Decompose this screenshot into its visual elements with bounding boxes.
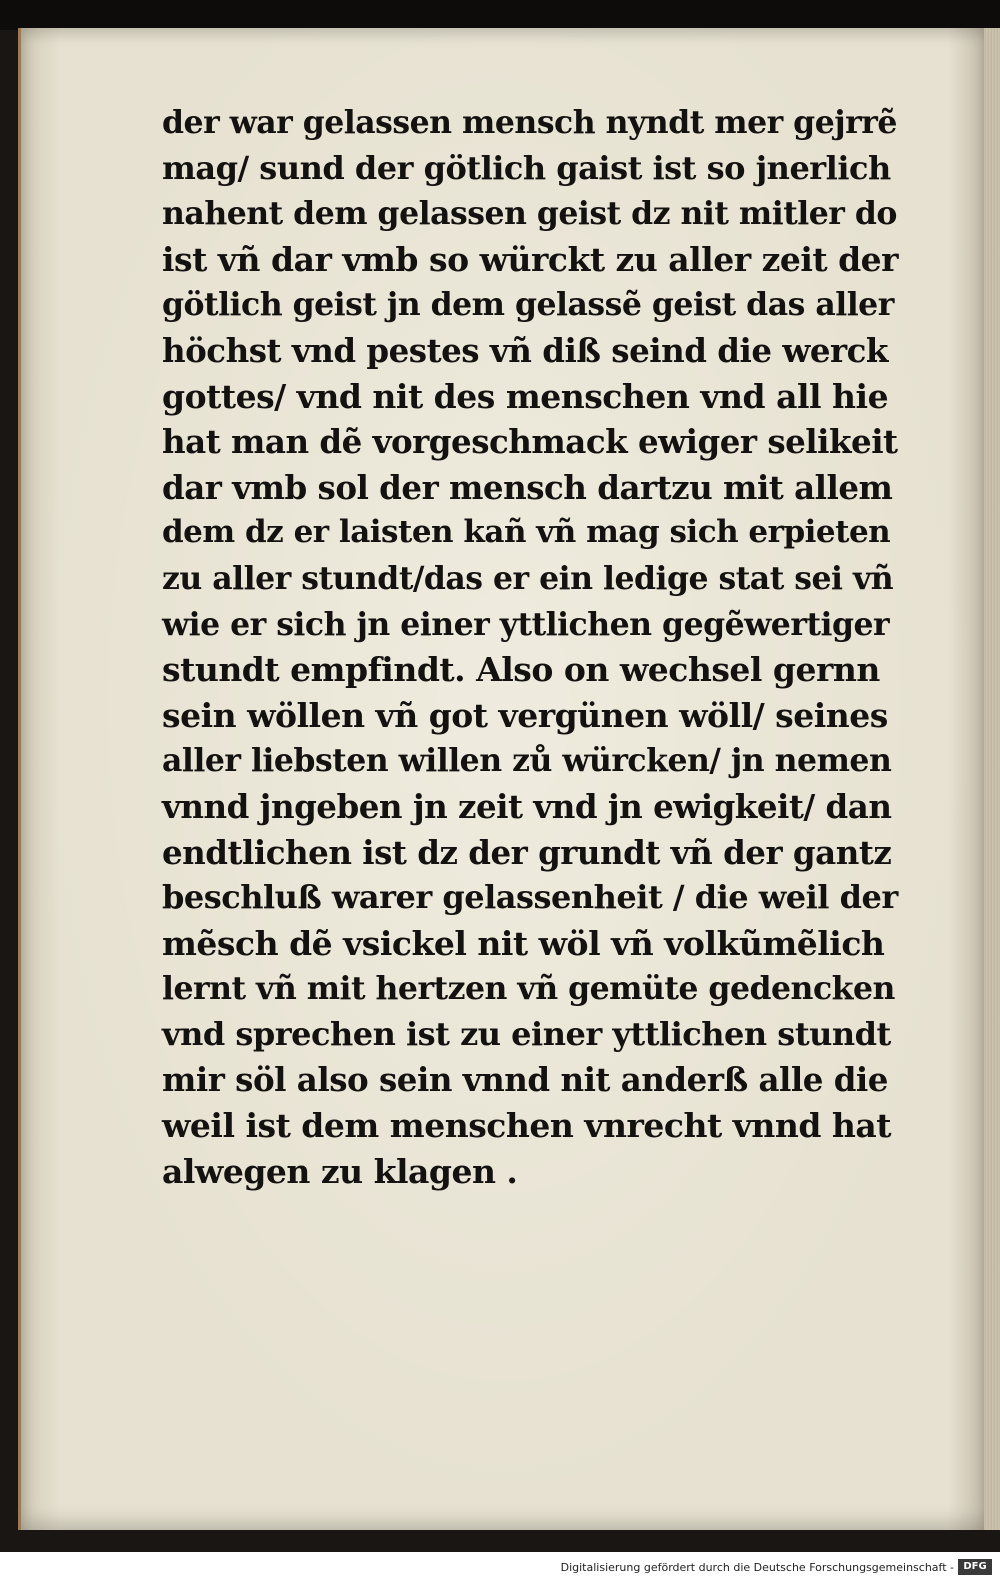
text-line: aller liebsten willen zů würcken/ jn nemen [162,742,892,780]
text-line: gottes/ vnd nit des menschen vnd all hie [162,376,889,416]
text-line: alwegen zu klagen . [162,1151,518,1191]
dfg-logo: DFG [958,1559,992,1575]
text-line: dem dz er laisten kañ vñ mag sich erpieten [162,514,891,551]
text-line: hat man dẽ vorgeschmack ewiger selikeit [162,422,898,462]
text-line: der war gelassen mensch nyndt mer gejrrẽ [162,104,897,141]
page-text-block [162,100,898,1194]
text-line: götlich geist jn dem gelassẽ geist das aller [162,286,894,324]
digitization-credit: Digitalisierung gefördert durch die Deutsche Forschungsgemeinschaft - [560,1561,954,1574]
text-line: dar vmb sol der mensch dartzu mit allem [162,467,893,507]
text-line: wie er sich jn einer yttlichen gegẽwertiger [162,605,890,643]
text-line: lernt vñ mit hertzen vñ gemüte gedencken [162,970,895,1008]
text-line: zu aller stundt/das er ein ledige stat sei vñ [162,559,894,597]
scan-border-top [0,0,1000,30]
text-line: endtlichen ist dz der grundt vñ der gantz [162,832,892,872]
text-line: mag/ sund der götlich gaist ist so jnerlich [162,148,891,187]
text-line: weil ist dem menschen vnrecht vnnd hat [162,1106,892,1146]
text-line: ist vñ dar vmb so würckt zu aller zeit der [162,239,899,279]
text-line: nahent dem gelassen geist dz nit mitler do [162,195,897,233]
text-line: mẽsch dẽ vsickel nit wöl vñ volkũmẽlich [162,923,885,963]
text-line: vnd sprechen ist zu einer yttlichen stundt [162,1014,891,1053]
text-line: beschluß warer gelassenheit / die weil der [162,878,898,917]
text-line: höchst vnd pestes vñ diß seind die werck [162,330,888,370]
text-line: vnnd jngeben jn zeit vnd jn ewigkeit/ dan [162,786,892,826]
text-line: sein wöllen vñ got vergünen wöll/ seines [162,695,888,735]
text-line: stundt empfindt. Also on wechsel gernn [162,650,880,690]
book-edge [984,28,1000,1530]
text-line: mir söl also sein vnnd nit anderß alle die [162,1060,888,1100]
